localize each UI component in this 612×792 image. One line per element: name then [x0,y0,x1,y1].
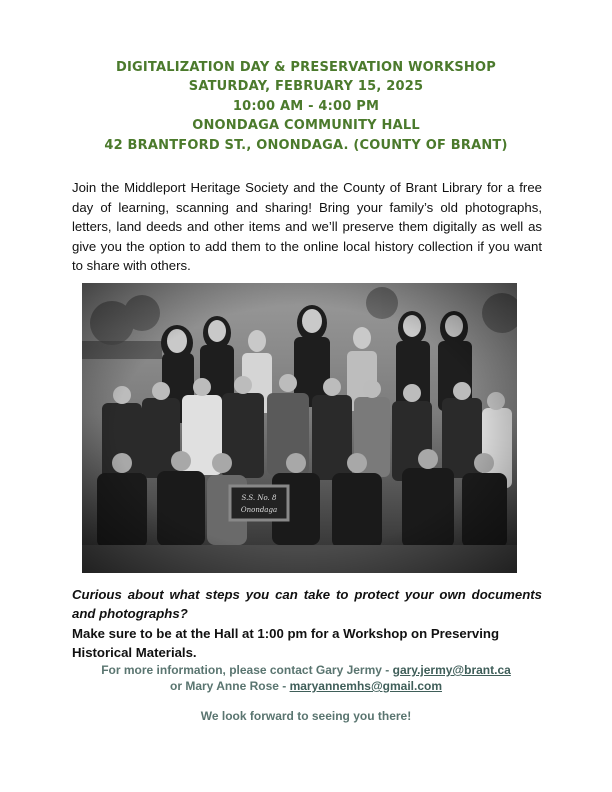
email-link-mary-anne[interactable]: maryannemhs@gmail.com [289,679,442,693]
email-link-gary[interactable]: gary.jermy@brant.ca [392,663,511,677]
event-date: SATURDAY, FEBRUARY 15, 2025 [188,79,424,95]
curious-question: Curious about what steps you can take to protect your own documents and photographs? [72,587,542,621]
contact-line-2 [0,678,612,694]
event-venue: ONONDAGA COMMUNITY HALL [192,118,420,134]
contact-info [0,662,612,694]
event-address: 42 BRANTFORD ST., ONONDAGA. (COUNTY OF BRANT) [104,137,508,153]
workshop-note: Make sure to be at the Hall at 1:00 pm for a Workshop on Preserving Historical Materials. [72,626,499,660]
contact-line-1 [0,662,612,678]
intro-paragraph: Join the Middleport Heritage Society and the County of Brant Library for a free day of learning, scanning and sharing! Bring your family’s old photographs, letters, land deeds and other items and we’ll preserve them digitally as well as give you the option to add them to the online local history collection if you want to share with others. [72,180,542,274]
event-title: DIGITALIZATION DAY & PRESERVATION WORKSHOP [116,60,496,75]
historic-class-photo [82,283,517,573]
contact-2-label: or Mary Anne Rose - [170,679,290,693]
event-time: 10:00 AM - 4:00 PM [232,98,380,114]
contact-1-label: For more information, please contact Gary Jermy - [101,663,393,677]
closing-line: We look forward to seeing you there! [200,709,412,723]
event-header [0,58,612,155]
